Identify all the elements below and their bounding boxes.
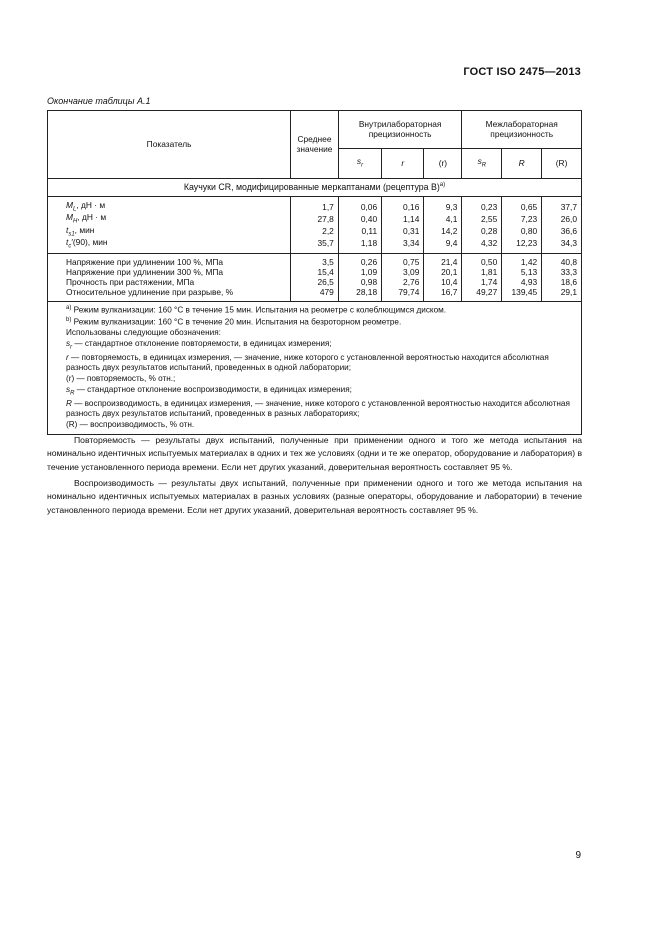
table-row [48, 238, 582, 254]
table-caption: Окончание таблицы А.1 [47, 96, 151, 106]
note-R: R — воспроизводимость, в единицах измерения, — значение, ниже которого с установленной вероятностью находится абсолютная разность двух результатов испытаний, проведенных в разных лабораториях; [66, 398, 570, 419]
paragraph-repeatability: Повторяемость — результаты двух испытаний, полученные при применении одного и того же метода испытания на номинально идентичных испытуемых материалах в одних и тех же условиях (одни и те же оператор, оборудование и лаборатория) в течение установленного периода времени. Если нет других указаний, доверительная вероятность составляет 95 %. [47, 435, 583, 472]
table-row [48, 197, 582, 214]
table-row [48, 213, 582, 225]
cell-R: 7,23 [502, 213, 542, 225]
subheader-r: r [382, 149, 424, 179]
cell-sr: 0,98 [338, 278, 381, 288]
cell-R: 139,45 [502, 288, 542, 302]
cell-RR: 26,0 [542, 213, 582, 225]
cell-rr: 4,1 [424, 213, 462, 225]
row-label: $t_c'(90)$, мин [48, 238, 291, 254]
row-label: $M_L$, дН · м [48, 197, 291, 214]
cell-R: 0,65 [502, 197, 542, 214]
subheader-sR: $s_R$ [462, 149, 502, 179]
note-a: $^{a)}$ Режим вулканизации: 160 °С в течение 15 мин. Испытания на реометре с колеблющимся диском. [66, 305, 447, 315]
table-row [48, 254, 582, 269]
note-r: r — повторяемость, в единицах измерения, — значение, ниже которого с установленной вероятностью находится абсолютная разность двух результатов испытаний, проведенных в одной лаборатории; [66, 352, 549, 373]
cell-r: 2,76 [382, 278, 424, 288]
cell-rr: 9,3 [424, 197, 462, 214]
cell-RR: 34,3 [542, 238, 582, 254]
cell-mean: 2,2 [291, 226, 339, 238]
cell-mean: 26,5 [291, 278, 339, 288]
table-notes [48, 302, 582, 435]
group-2 [48, 254, 582, 302]
row-label: Напряжение при удлинении 100 %, МПа [48, 254, 291, 269]
cell-sr: 28,18 [338, 288, 381, 302]
precision-table [47, 110, 582, 435]
subheader-R: R [502, 149, 542, 179]
cell-R: 5,13 [502, 268, 542, 278]
cell-sr: 1,18 [338, 238, 381, 254]
cell-rr: 9,4 [424, 238, 462, 254]
cell-rr: 10,4 [424, 278, 462, 288]
row-label: $M_H$, дН · м [48, 213, 291, 225]
note-R-rel: (R) — воспроизводимость, % отн. [66, 420, 195, 430]
header-between: Межлабораторная прецизионность [462, 111, 582, 149]
table-row [48, 288, 582, 302]
row-label: Относительное удлинение при разрыве, % [48, 288, 291, 302]
header-within: Внутрилабораторная прецизионность [338, 111, 462, 149]
cell-sR: 0,23 [462, 197, 502, 214]
cell-R: 12,23 [502, 238, 542, 254]
cell-r: 3,34 [382, 238, 424, 254]
note-sR: $s_R$ — стандартное отклонение воспроизводимости, в единицах измерения; [66, 385, 352, 397]
row-label: $t_{s1}$, мин [48, 226, 291, 238]
subheader-R-rel: (R) [542, 149, 582, 179]
note-r-rel: (r) — повторяемость, % отн.; [66, 374, 176, 384]
note-sr: $s_r$ — стандартное отклонение повторяемости, в единицах измерения; [66, 339, 332, 351]
cell-sR: 1,74 [462, 278, 502, 288]
cell-r: 79,74 [382, 288, 424, 302]
cell-sr: 0,26 [338, 254, 381, 269]
subheader-r-rel: (r) [424, 149, 462, 179]
group-1 [48, 197, 582, 254]
section-title: Каучуки CR, модифицированные меркаптанами (рецептура В)$^{a)}$ [48, 179, 582, 197]
cell-R: 1,42 [502, 254, 542, 269]
row-label: Напряжение при удлинении 300 %, МПа [48, 268, 291, 278]
cell-sr: 1,09 [338, 268, 381, 278]
cell-rr: 21,4 [424, 254, 462, 269]
cell-RR: 36,6 [542, 226, 582, 238]
cell-mean: 15,4 [291, 268, 339, 278]
subheader-sr: $s_r$ [338, 149, 381, 179]
cell-r: 3,09 [382, 268, 424, 278]
cell-RR: 29,1 [542, 288, 582, 302]
page-number: 9 [575, 850, 581, 861]
header-indicator: Показатель [48, 111, 291, 179]
note-b: $^{b)}$ Режим вулканизации: 160 °С в течение 20 мин. Испытания на безроторном реометре. [66, 316, 402, 327]
note-used: Использованы следующие обозначения: [66, 328, 221, 338]
cell-R: 4,93 [502, 278, 542, 288]
cell-sR: 2,55 [462, 213, 502, 225]
document-code: ГОСТ ISO 2475—2013 [463, 66, 581, 78]
cell-mean: 3,5 [291, 254, 339, 269]
cell-sR: 0,50 [462, 254, 502, 269]
paragraph-reproducibility: Воспроизводимость — результаты двух испытаний, полученные при применении одного и того же метода испытания на номинально идентичных испытуемых материалах в разных условиях (разные операторы, оборудование и лаборатории) в течение установленного периода времени. Если нет других указаний, доверительная вероятность составляет 95 %. [47, 477, 582, 515]
cell-sR: 4,32 [462, 238, 502, 254]
cell-sr: 0,06 [338, 197, 381, 214]
cell-RR: 40,8 [542, 254, 582, 269]
row-label: Прочность при растяжении, МПа [48, 278, 291, 288]
cell-mean: 35,7 [291, 238, 339, 254]
cell-rr: 16,7 [424, 288, 462, 302]
cell-sR: 49,27 [462, 288, 502, 302]
cell-mean: 1,7 [291, 197, 339, 214]
header-mean: Среднее значение [291, 111, 339, 179]
cell-RR: 37,7 [542, 197, 582, 214]
cell-RR: 18,6 [542, 278, 582, 288]
body-text [47, 434, 582, 517]
cell-rr: 20,1 [424, 268, 462, 278]
table-row [48, 226, 582, 238]
cell-r: 1,14 [382, 213, 424, 225]
cell-sR: 1,81 [462, 268, 502, 278]
cell-sr: 0,40 [338, 213, 381, 225]
cell-mean: 27,8 [291, 213, 339, 225]
cell-r: 0,16 [382, 197, 424, 214]
cell-rr: 14,2 [424, 226, 462, 238]
cell-sr: 0,11 [338, 226, 381, 238]
precision-table-wrapper [47, 110, 582, 435]
cell-r: 0,75 [382, 254, 424, 269]
cell-r: 0,31 [382, 226, 424, 238]
cell-R: 0,80 [502, 226, 542, 238]
cell-RR: 33,3 [542, 268, 582, 278]
cell-mean: 479 [291, 288, 339, 302]
cell-sR: 0,28 [462, 226, 502, 238]
